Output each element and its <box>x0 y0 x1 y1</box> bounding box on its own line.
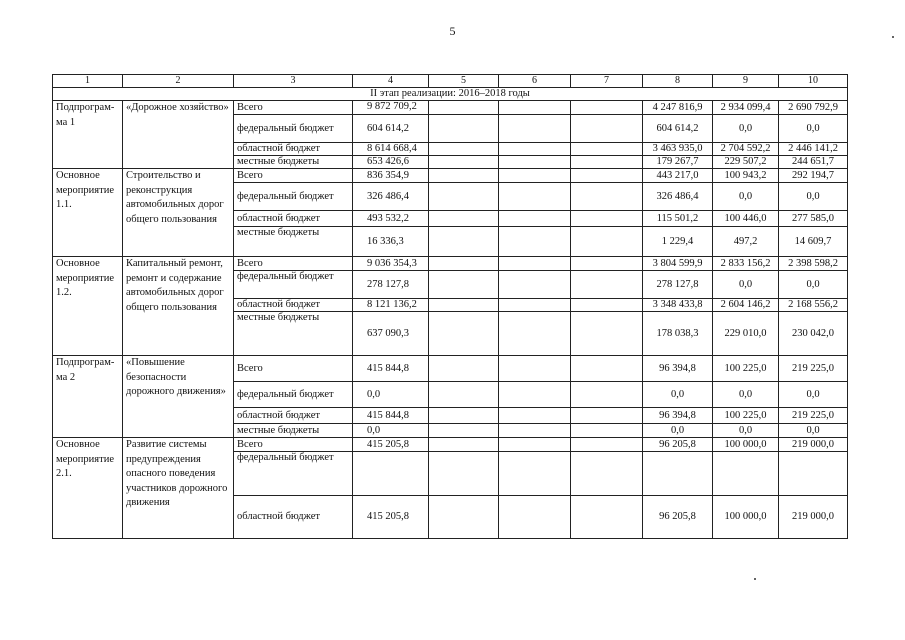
value-c6 <box>499 156 571 169</box>
value-c7 <box>571 408 643 424</box>
value-c9: 100 943,2 <box>713 169 779 183</box>
value-c7 <box>571 496 643 539</box>
budget-table <box>52 74 848 539</box>
value-c6 <box>499 101 571 115</box>
value-c8: 1 229,4 <box>643 227 713 257</box>
funding-source: местные бюджеты <box>234 156 353 169</box>
value-c8: 4 247 816,9 <box>643 101 713 115</box>
row-group-name: Основное мероприятие 1.1. <box>53 169 123 257</box>
value-c4: 415 205,8 <box>353 496 429 539</box>
value-c5 <box>429 496 499 539</box>
value-c7 <box>571 382 643 408</box>
row-group-name: Подпрограм-ма 1 <box>53 101 123 169</box>
funding-source: Всего <box>234 438 353 452</box>
value-c7 <box>571 356 643 382</box>
value-c10: 0,0 <box>779 424 848 438</box>
header-cell-2: 2 <box>123 75 234 88</box>
header-cell-1: 1 <box>53 75 123 88</box>
value-c9: 2 604 146,2 <box>713 299 779 312</box>
value-c6 <box>499 424 571 438</box>
value-c6 <box>499 496 571 539</box>
funding-source: областной бюджет <box>234 408 353 424</box>
value-c9: 0,0 <box>713 424 779 438</box>
value-c10: 14 609,7 <box>779 227 848 257</box>
header-cell-9: 9 <box>713 75 779 88</box>
row-group-name: Основное мероприятие 1.2. <box>53 257 123 356</box>
value-c6 <box>499 408 571 424</box>
value-c8: 179 267,7 <box>643 156 713 169</box>
value-c10: 0,0 <box>779 183 848 211</box>
value-c6 <box>499 115 571 143</box>
value-c10: 2 398 598,2 <box>779 257 848 271</box>
funding-source: областной бюджет <box>234 496 353 539</box>
value-c7 <box>571 452 643 496</box>
value-c4: 415 205,8 <box>353 438 429 452</box>
row-group-title: Развитие системы предупреждения опасного поведения участников дорожного движения <box>123 438 234 539</box>
value-c8: 604 614,2 <box>643 115 713 143</box>
value-c9: 100 225,0 <box>713 356 779 382</box>
value-c5 <box>429 211 499 227</box>
value-c10: 277 585,0 <box>779 211 848 227</box>
value-c9: 2 704 592,2 <box>713 143 779 156</box>
value-c9: 100 446,0 <box>713 211 779 227</box>
value-c5 <box>429 143 499 156</box>
value-c8: 3 348 433,8 <box>643 299 713 312</box>
header-cell-10: 10 <box>779 75 848 88</box>
value-c8: 178 038,3 <box>643 312 713 356</box>
value-c9: 229 507,2 <box>713 156 779 169</box>
table-row <box>53 356 848 382</box>
row-group-title: «Дорожное хозяйство» <box>123 101 234 169</box>
value-c5 <box>429 227 499 257</box>
value-c5 <box>429 382 499 408</box>
table-row <box>53 169 848 183</box>
funding-source: федеральный бюджет <box>234 382 353 408</box>
value-c9 <box>713 452 779 496</box>
row-group-title: Капитальный ремонт, ремонт и содержание автомобильных дорог общего пользования <box>123 257 234 356</box>
value-c5 <box>429 115 499 143</box>
value-c8: 326 486,4 <box>643 183 713 211</box>
value-c8: 3 804 599,9 <box>643 257 713 271</box>
value-c9: 0,0 <box>713 271 779 299</box>
value-c8: 443 217,0 <box>643 169 713 183</box>
table-row <box>53 438 848 452</box>
scan-speck <box>892 36 894 38</box>
value-c4: 9 036 354,3 <box>353 257 429 271</box>
funding-source: Всего <box>234 257 353 271</box>
value-c4: 8 121 136,2 <box>353 299 429 312</box>
value-c10: 2 690 792,9 <box>779 101 848 115</box>
page-number: 5 <box>449 24 456 38</box>
value-c10: 219 000,0 <box>779 438 848 452</box>
funding-source: федеральный бюджет <box>234 452 353 496</box>
value-c5 <box>429 408 499 424</box>
value-c10: 230 042,0 <box>779 312 848 356</box>
value-c8: 96 205,8 <box>643 438 713 452</box>
funding-source: областной бюджет <box>234 299 353 312</box>
funding-source: федеральный бюджет <box>234 115 353 143</box>
value-c5 <box>429 356 499 382</box>
value-c7 <box>571 299 643 312</box>
value-c7 <box>571 438 643 452</box>
value-c4: 653 426,6 <box>353 156 429 169</box>
header-cell-8: 8 <box>643 75 713 88</box>
row-group-title: Строительство и реконструкция автомобильных дорог общего пользования <box>123 169 234 257</box>
value-c4: 415 844,8 <box>353 356 429 382</box>
value-c10: 292 194,7 <box>779 169 848 183</box>
value-c4: 0,0 <box>353 382 429 408</box>
value-c9: 2 934 099,4 <box>713 101 779 115</box>
stage-title: II этап реализации: 2016–2018 годы <box>53 88 848 101</box>
value-c10: 0,0 <box>779 115 848 143</box>
funding-source: местные бюджеты <box>234 312 353 356</box>
value-c4: 836 354,9 <box>353 169 429 183</box>
header-cell-6: 6 <box>499 75 571 88</box>
value-c10: 219 225,0 <box>779 408 848 424</box>
value-c4: 604 614,2 <box>353 115 429 143</box>
scan-speck <box>754 578 756 580</box>
value-c5 <box>429 424 499 438</box>
value-c9: 100 000,0 <box>713 496 779 539</box>
value-c10: 219 000,0 <box>779 496 848 539</box>
stage-row <box>53 88 848 101</box>
value-c9: 100 225,0 <box>713 408 779 424</box>
value-c8: 3 463 935,0 <box>643 143 713 156</box>
value-c6 <box>499 183 571 211</box>
value-c4: 326 486,4 <box>353 183 429 211</box>
value-c9: 229 010,0 <box>713 312 779 356</box>
value-c4: 637 090,3 <box>353 312 429 356</box>
value-c7 <box>571 424 643 438</box>
value-c9: 0,0 <box>713 115 779 143</box>
funding-source: Всего <box>234 101 353 115</box>
value-c7 <box>571 271 643 299</box>
funding-source: областной бюджет <box>234 211 353 227</box>
value-c10: 2 168 556,2 <box>779 299 848 312</box>
value-c7 <box>571 183 643 211</box>
value-c7 <box>571 312 643 356</box>
value-c8 <box>643 452 713 496</box>
value-c6 <box>499 257 571 271</box>
value-c6 <box>499 211 571 227</box>
value-c7 <box>571 227 643 257</box>
header-cell-5: 5 <box>429 75 499 88</box>
value-c6 <box>499 227 571 257</box>
value-c7 <box>571 211 643 227</box>
value-c6 <box>499 299 571 312</box>
value-c5 <box>429 156 499 169</box>
funding-source: федеральный бюджет <box>234 271 353 299</box>
value-c6 <box>499 143 571 156</box>
value-c10: 2 446 141,2 <box>779 143 848 156</box>
value-c7 <box>571 156 643 169</box>
value-c5 <box>429 183 499 211</box>
value-c6 <box>499 312 571 356</box>
value-c8: 96 394,8 <box>643 408 713 424</box>
value-c9: 0,0 <box>713 382 779 408</box>
value-c5 <box>429 438 499 452</box>
value-c4: 0,0 <box>353 424 429 438</box>
table-row <box>53 257 848 271</box>
value-c6 <box>499 271 571 299</box>
table-row <box>53 101 848 115</box>
value-c8: 0,0 <box>643 382 713 408</box>
funding-source: Всего <box>234 169 353 183</box>
row-group-name: Основное мероприятие 2.1. <box>53 438 123 539</box>
value-c6 <box>499 169 571 183</box>
value-c8: 96 205,8 <box>643 496 713 539</box>
funding-source: федеральный бюджет <box>234 183 353 211</box>
value-c5 <box>429 271 499 299</box>
row-group-title: «Повышение безопасности дорожного движения» <box>123 356 234 438</box>
value-c9: 2 833 156,2 <box>713 257 779 271</box>
value-c10: 0,0 <box>779 271 848 299</box>
value-c5 <box>429 101 499 115</box>
value-c4: 9 872 709,2 <box>353 101 429 115</box>
header-row <box>53 75 848 88</box>
value-c7 <box>571 101 643 115</box>
value-c10: 219 225,0 <box>779 356 848 382</box>
value-c7 <box>571 257 643 271</box>
value-c10: 244 651,7 <box>779 156 848 169</box>
header-cell-3: 3 <box>234 75 353 88</box>
value-c10 <box>779 452 848 496</box>
value-c8: 0,0 <box>643 424 713 438</box>
value-c5 <box>429 452 499 496</box>
value-c9: 0,0 <box>713 183 779 211</box>
value-c7 <box>571 169 643 183</box>
value-c6 <box>499 438 571 452</box>
value-c5 <box>429 299 499 312</box>
funding-source: местные бюджеты <box>234 227 353 257</box>
value-c6 <box>499 356 571 382</box>
funding-source: областной бюджет <box>234 143 353 156</box>
value-c5 <box>429 312 499 356</box>
row-group-name: Подпрограм-ма 2 <box>53 356 123 438</box>
header-cell-7: 7 <box>571 75 643 88</box>
value-c4: 493 532,2 <box>353 211 429 227</box>
value-c4: 278 127,8 <box>353 271 429 299</box>
value-c8: 278 127,8 <box>643 271 713 299</box>
value-c6 <box>499 452 571 496</box>
value-c10: 0,0 <box>779 382 848 408</box>
value-c9: 100 000,0 <box>713 438 779 452</box>
value-c9: 497,2 <box>713 227 779 257</box>
value-c6 <box>499 382 571 408</box>
funding-source: местные бюджеты <box>234 424 353 438</box>
value-c8: 115 501,2 <box>643 211 713 227</box>
header-cell-4: 4 <box>353 75 429 88</box>
value-c4: 16 336,3 <box>353 227 429 257</box>
value-c4: 415 844,8 <box>353 408 429 424</box>
value-c8: 96 394,8 <box>643 356 713 382</box>
value-c5 <box>429 169 499 183</box>
value-c7 <box>571 143 643 156</box>
value-c5 <box>429 257 499 271</box>
value-c4 <box>353 452 429 496</box>
value-c7 <box>571 115 643 143</box>
value-c4: 8 614 668,4 <box>353 143 429 156</box>
funding-source: Всего <box>234 356 353 382</box>
